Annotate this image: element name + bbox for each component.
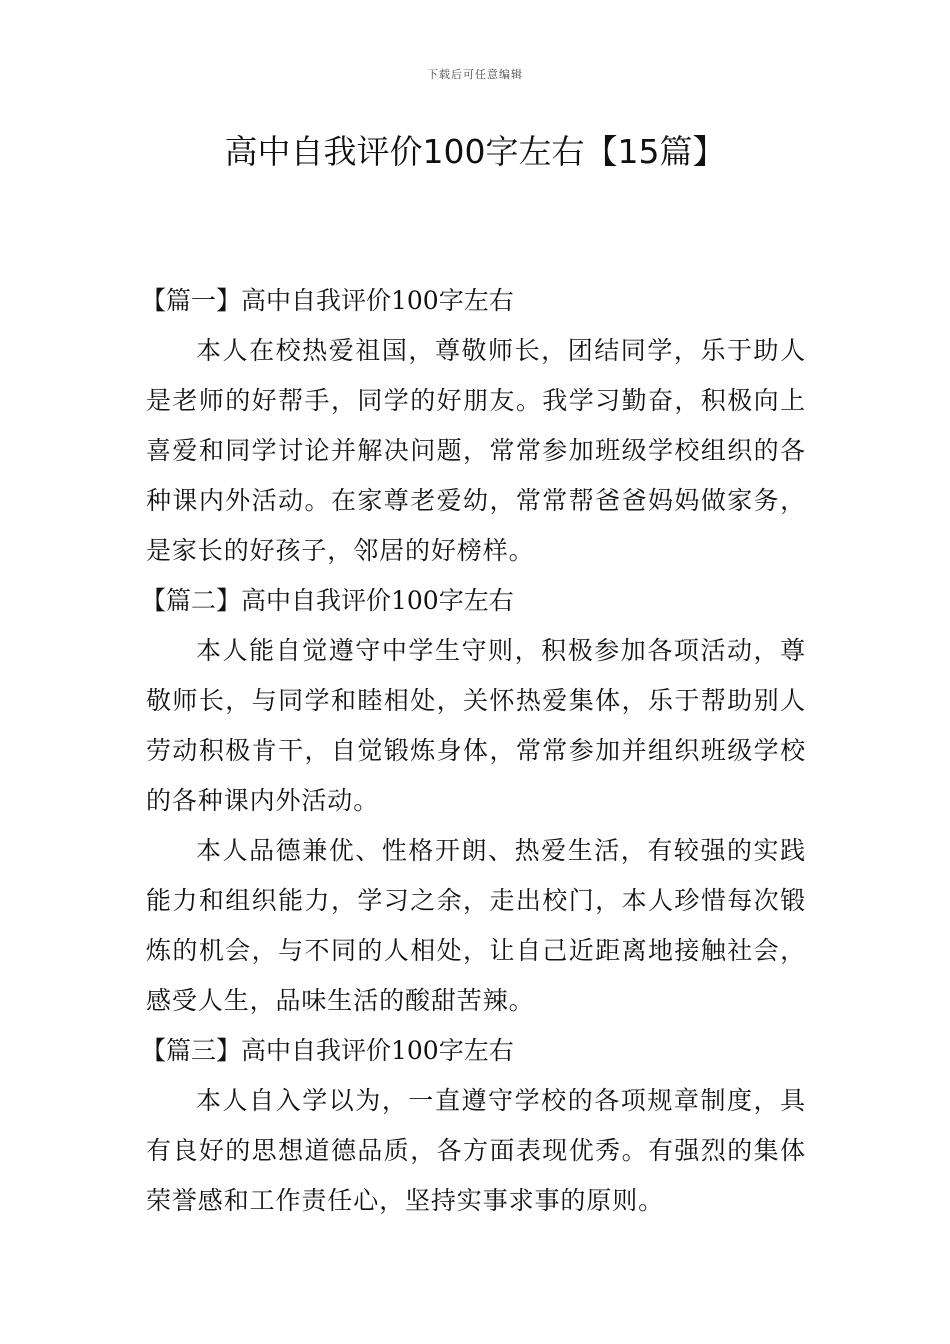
section-heading: 【篇二】高中自我评价100字左右	[141, 586, 514, 615]
document-title: 高中自我评价100字左右【15篇】	[224, 132, 726, 171]
section-heading: 【篇三】高中自我评价100字左右	[141, 1036, 514, 1065]
section-paragraph: 本人能自觉遵守中学生守则，积极参加各项活动，尊敬师长，与同学和睦相处，关怀热爱集体，乐于帮助别人劳动积极肯干，自觉锻炼身体，常常参加并组织班级学校的各种课内外活动。	[146, 636, 806, 815]
section-1	[141, 276, 806, 576]
section-3	[141, 1026, 806, 1226]
section-heading: 【篇一】高中自我评价100字左右	[141, 286, 514, 315]
section-paragraph: 本人品德兼优、性格开朗、热爱生活，有较强的实践能力和组织能力，学习之余，走出校门，本人珍惜每次锻炼的机会，与不同的人相处，让自己近距离地接触社会，感受人生，品味生活的酸甜苦辣。	[146, 836, 806, 1015]
section-2	[141, 576, 806, 1026]
section-paragraph: 本人在校热爱祖国，尊敬师长，团结同学，乐于助人是老师的好帮手，同学的好朋友。我学习勤奋，积极向上喜爱和同学讨论并解决问题，常常参加班级学校组织的各种课内外活动。在家尊老爱幼，常常帮爸爸妈妈做家务，是家长的好孩子，邻居的好榜样。	[146, 336, 806, 565]
document-body	[141, 276, 806, 1226]
page-header-note: 下载后可任意编辑	[427, 68, 523, 81]
section-paragraph: 本人自入学以为，一直遵守学校的各项规章制度，具有良好的思想道德品质，各方面表现优秀。有强烈的集体荣誉感和工作责任心，坚持实事求事的原则。	[146, 1086, 806, 1215]
